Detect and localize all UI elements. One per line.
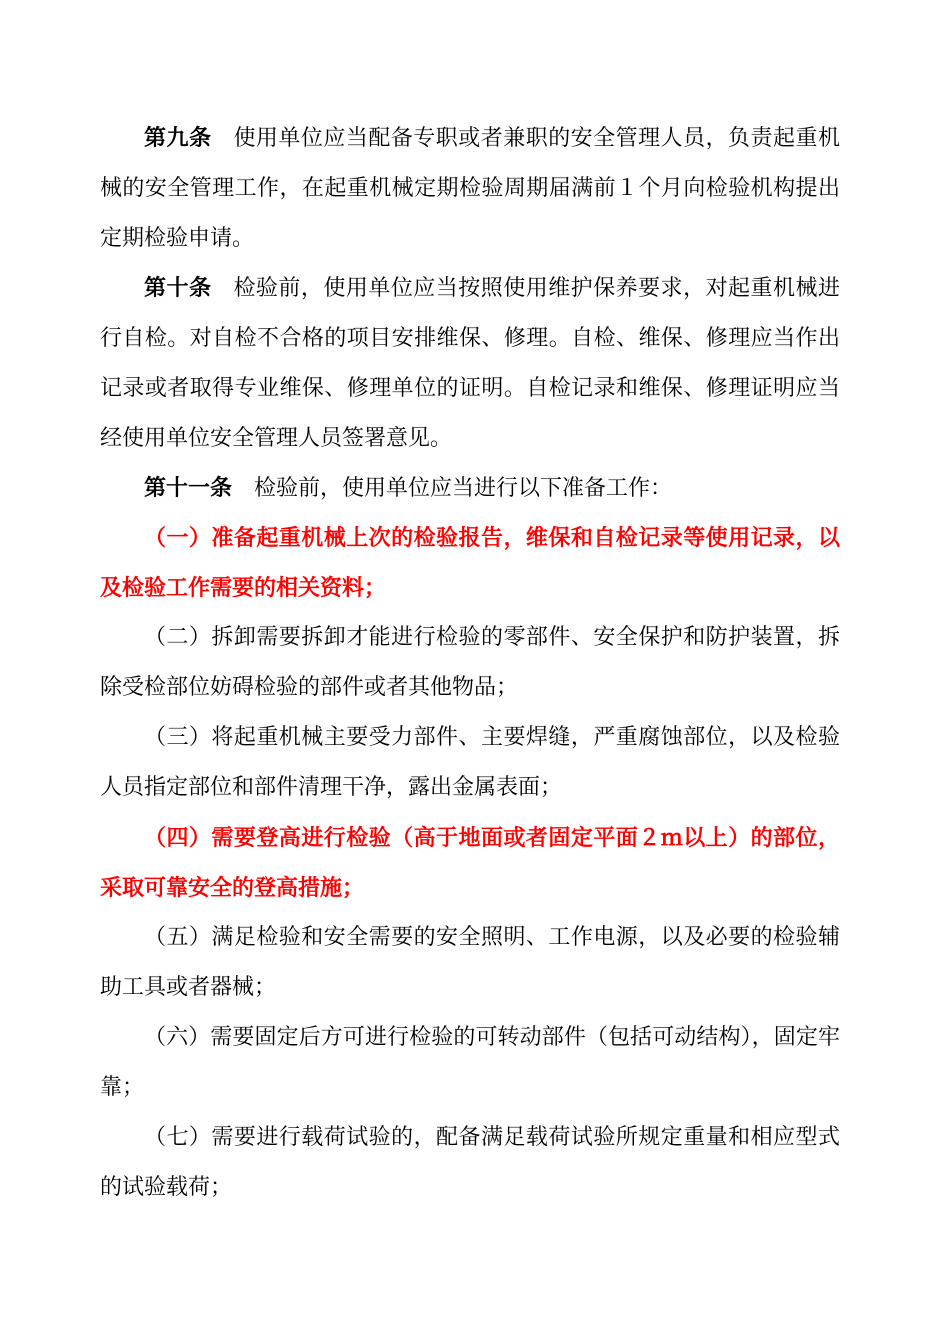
- article-text-line: 使用单位应当配备专职或者兼职的安全管理人员，负责起重机: [233, 126, 840, 151]
- article-text-line: 械的安全管理工作，在起重机械定期检验周期届满前１个月向检验机构提出: [100, 176, 840, 201]
- list-item-2: [100, 613, 840, 713]
- article-text-line: 检验前，使用单位应当进行以下准备工作：: [254, 476, 673, 501]
- article-heading: 第十一条: [144, 475, 233, 501]
- list-item-line: （三）将起重机械主要受力部件、主要焊缝，严重腐蚀部位，以及检验: [144, 725, 840, 750]
- list-item-line: （二）拆卸需要拆卸才能进行检验的零部件、安全保护和防护装置，拆: [144, 625, 840, 650]
- article-text-line: 行自检。对自检不合格的项目安排维保、修理。自检、维保、修理应当作出: [100, 326, 840, 351]
- article-heading: 第十条: [144, 275, 212, 301]
- article-text-line: 定期检验申请。: [100, 226, 255, 251]
- article-text-line: 检验前，使用单位应当按照使用维护保养要求，对起重机械进: [233, 276, 840, 301]
- article-9: [100, 113, 840, 264]
- list-item-1: [100, 513, 840, 613]
- list-item-line: 的试验载荷；: [100, 1175, 233, 1200]
- article-11: [100, 463, 840, 514]
- list-item-line: 牢靠；: [100, 1025, 840, 1100]
- list-item-line: （五）满足检验和安全需要的安全照明、工作电源，以及必要的检验辅: [144, 925, 840, 950]
- article-text-line: 记录或者取得专业维保、修理单位的证明。自检记录和维保、修理证明应当: [100, 376, 840, 401]
- article-heading: 第九条: [144, 125, 212, 151]
- list-item-line: （六）需要固定后方可进行检验的可转动部件（包括可动结构），固定: [144, 1025, 818, 1050]
- list-item-line: 除受检部位妨碍检验的部件或者其他物品；: [100, 675, 519, 700]
- list-item-4: [100, 813, 840, 913]
- list-item-6: [100, 1013, 840, 1113]
- list-item-line: 采取可靠安全的登高措施；: [100, 875, 365, 901]
- list-item-line: （四）需要登高进行检验（高于地面或者固定平面２ｍ以上）的部位，: [144, 825, 840, 851]
- article-10: [100, 263, 840, 464]
- list-item-7: [100, 1113, 840, 1213]
- article-text-line: 经使用单位安全管理人员签署意见。: [100, 426, 453, 451]
- list-item-line: 助工具或者器械；: [100, 975, 277, 1000]
- list-item-line: 及检验工作需要的相关资料；: [100, 575, 387, 601]
- list-item-5: [100, 913, 840, 1013]
- list-item-line: 人员指定部位和部件清理干净，露出金属表面；: [100, 775, 563, 800]
- list-item-3: [100, 713, 840, 813]
- list-item-line: （七）需要进行载荷试验的，配备满足载荷试验所规定重量和相应型式: [144, 1125, 840, 1150]
- list-item-line: （一）准备起重机械上次的检验报告，维保和自检记录等使用记录，以: [144, 525, 840, 551]
